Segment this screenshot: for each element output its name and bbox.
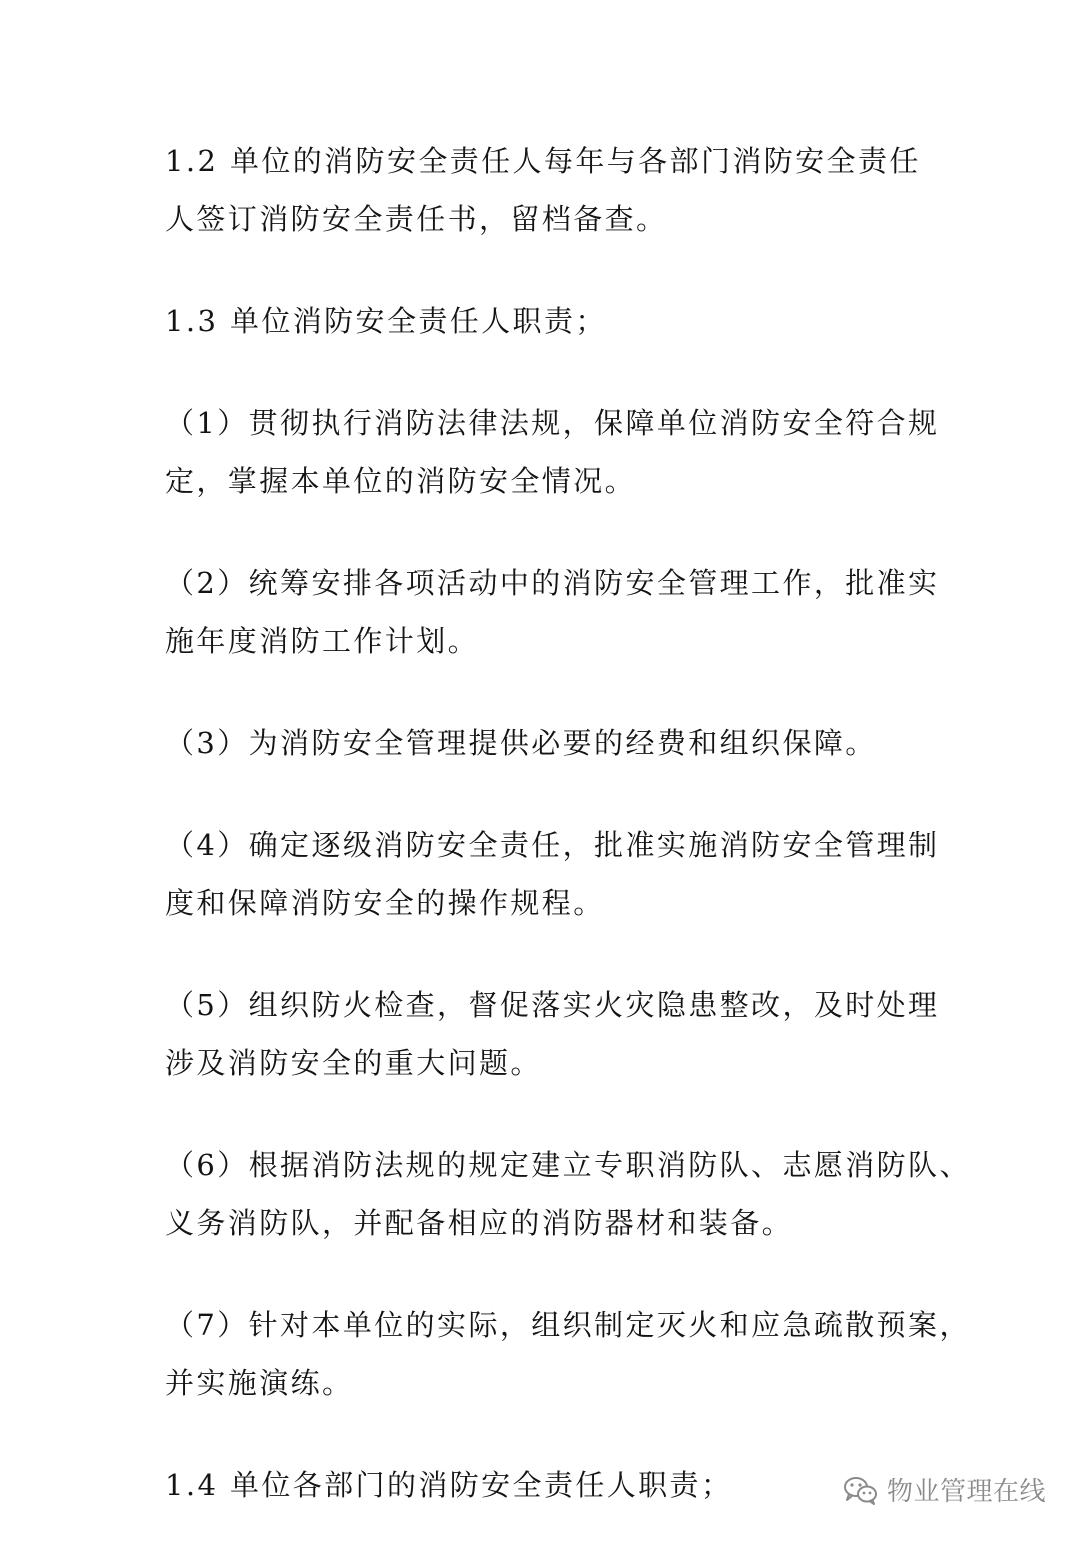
paragraph-line: 1.2 单位的消防安全责任人每年与各部门消防安全责任 (165, 144, 921, 178)
paragraph-item-7 (165, 1296, 971, 1412)
paragraph-item-5 (165, 976, 940, 1092)
paragraph-item-3 (165, 714, 925, 772)
paragraph-line: 施年度消防工作计划。 (165, 624, 480, 658)
paragraph-1-3-heading (165, 292, 925, 350)
paragraph-line: 并实施演练。 (165, 1366, 354, 1400)
paragraph-line: （5）组织防火检查，督促落实火灾隐患整改，及时处理 (165, 988, 940, 1022)
paragraph-line: 人签订消防安全责任书，留档备查。 (165, 202, 668, 236)
paragraph-1-2 (165, 132, 925, 248)
paragraph-1-4-heading (165, 1456, 925, 1514)
paragraph-line: （4）确定逐级消防安全责任，批准实施消防安全管理制 (165, 828, 940, 862)
paragraph-item-4 (165, 816, 940, 932)
paragraph-line: （1）贯彻执行消防法律法规，保障单位消防安全符合规 (165, 406, 940, 440)
paragraph-line: （6）根据消防法规的规定建立专职消防队、志愿消防队、 (165, 1148, 971, 1182)
watermark-text: 物业管理在线 (886, 1477, 1046, 1507)
paragraph-item-2 (165, 554, 940, 670)
wechat-icon (843, 1475, 879, 1505)
paragraph-line: 定，掌握本单位的消防安全情况。 (165, 464, 637, 498)
paragraph-line: 义务消防队，并配备相应的消防器材和装备。 (165, 1206, 794, 1240)
watermark (843, 1471, 1046, 1508)
paragraph-item-1 (165, 394, 940, 510)
paragraph-item-6 (165, 1136, 971, 1252)
paragraph-line: （2）统筹安排各项活动中的消防安全管理工作，批准实 (165, 566, 940, 600)
paragraph-line: （3）为消防安全管理提供必要的经费和组织保障。 (165, 726, 877, 760)
paragraph-line: 度和保障消防安全的操作规程。 (165, 886, 605, 920)
paragraph-line: 涉及消防安全的重大问题。 (165, 1046, 542, 1080)
paragraph-line: 1.4 单位各部门的消防安全责任人职责； (165, 1468, 733, 1502)
paragraph-line: 1.3 单位消防安全责任人职责； (165, 304, 607, 338)
paragraph-line: （7）针对本单位的实际，组织制定灭火和应急疏散预案， (165, 1308, 971, 1342)
